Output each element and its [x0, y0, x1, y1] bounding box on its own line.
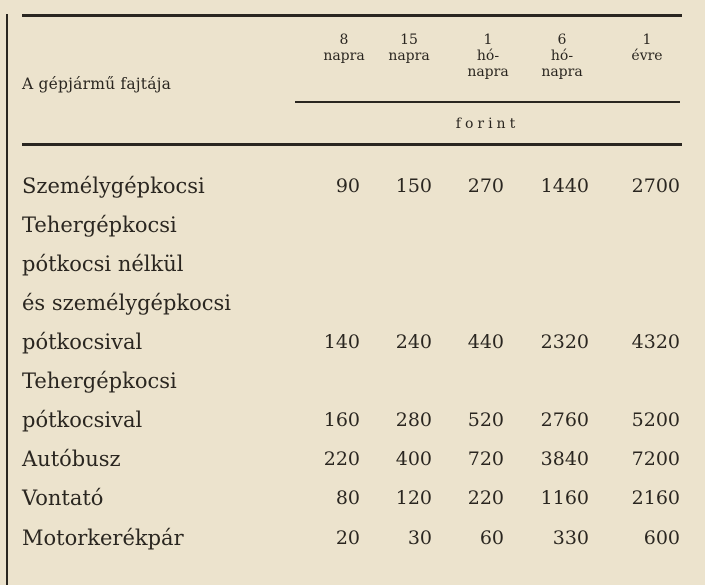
price-cell: 2760 — [540, 409, 589, 431]
vehicle-type-label: Motorkerékpár — [22, 526, 184, 550]
price-cell: 440 — [467, 331, 504, 353]
column-header-1-year: 1 évre — [631, 32, 663, 64]
vehicle-type-label: Autóbusz — [22, 447, 121, 471]
price-cell: 120 — [395, 487, 432, 509]
price-cell: 1160 — [540, 487, 589, 509]
price-cell: 3840 — [540, 448, 589, 470]
table-row — [0, 207, 705, 243]
price-cell: 4320 — [631, 331, 680, 353]
price-cell: 270 — [467, 175, 504, 197]
table-row — [0, 402, 705, 438]
vehicle-type-label: Tehergépkocsi — [22, 369, 177, 393]
column-header-1-month: 1 hó- napra — [467, 32, 509, 80]
price-cell: 5200 — [631, 409, 680, 431]
price-cell: 520 — [467, 409, 504, 431]
header-bottom-rule — [22, 143, 682, 146]
price-cell: 2320 — [540, 331, 589, 353]
price-cell: 30 — [407, 527, 432, 549]
column-header-8-days: 8 napra — [323, 32, 365, 64]
price-cell: 2700 — [631, 175, 680, 197]
table-row — [0, 168, 705, 204]
table-row — [0, 324, 705, 360]
vehicle-type-label: pótkocsi nélkül — [22, 252, 184, 276]
column-header-15-days: 15 napra — [388, 32, 430, 64]
price-cell: 90 — [335, 175, 360, 197]
table-row — [0, 480, 705, 516]
column-header-6-months: 6 hó- napra — [541, 32, 583, 80]
columns-header-rule — [295, 101, 680, 103]
price-cell: 330 — [552, 527, 589, 549]
table-row — [0, 285, 705, 321]
price-cell: 1440 — [540, 175, 589, 197]
price-cell: 140 — [323, 331, 360, 353]
vehicle-type-label: pótkocsival — [22, 330, 143, 354]
price-cell: 80 — [335, 487, 360, 509]
table-row — [0, 520, 705, 556]
price-cell: 220 — [467, 487, 504, 509]
vehicle-type-label: pótkocsival — [22, 408, 143, 432]
price-cell: 160 — [323, 409, 360, 431]
price-cell: 400 — [395, 448, 432, 470]
table-row — [0, 441, 705, 477]
price-cell: 7200 — [631, 448, 680, 470]
price-cell: 60 — [479, 527, 504, 549]
vehicle-type-label: Tehergépkocsi — [22, 213, 177, 237]
price-cell: 720 — [467, 448, 504, 470]
table-row — [0, 246, 705, 282]
price-cell: 150 — [395, 175, 432, 197]
price-cell: 280 — [395, 409, 432, 431]
price-cell: 220 — [323, 448, 360, 470]
vehicle-type-label: Vontató — [22, 486, 104, 510]
vehicle-type-header: A gépjármű fajtája — [22, 75, 172, 93]
price-cell: 240 — [395, 331, 432, 353]
price-cell: 600 — [643, 527, 680, 549]
currency-unit-label: forint — [455, 116, 520, 132]
price-cell: 20 — [335, 527, 360, 549]
vehicle-type-label: Személygépkocsi — [22, 174, 205, 198]
price-cell: 2160 — [631, 487, 680, 509]
table-row — [0, 363, 705, 399]
vehicle-type-label: és személygépkocsi — [22, 291, 232, 315]
top-rule — [22, 14, 682, 17]
